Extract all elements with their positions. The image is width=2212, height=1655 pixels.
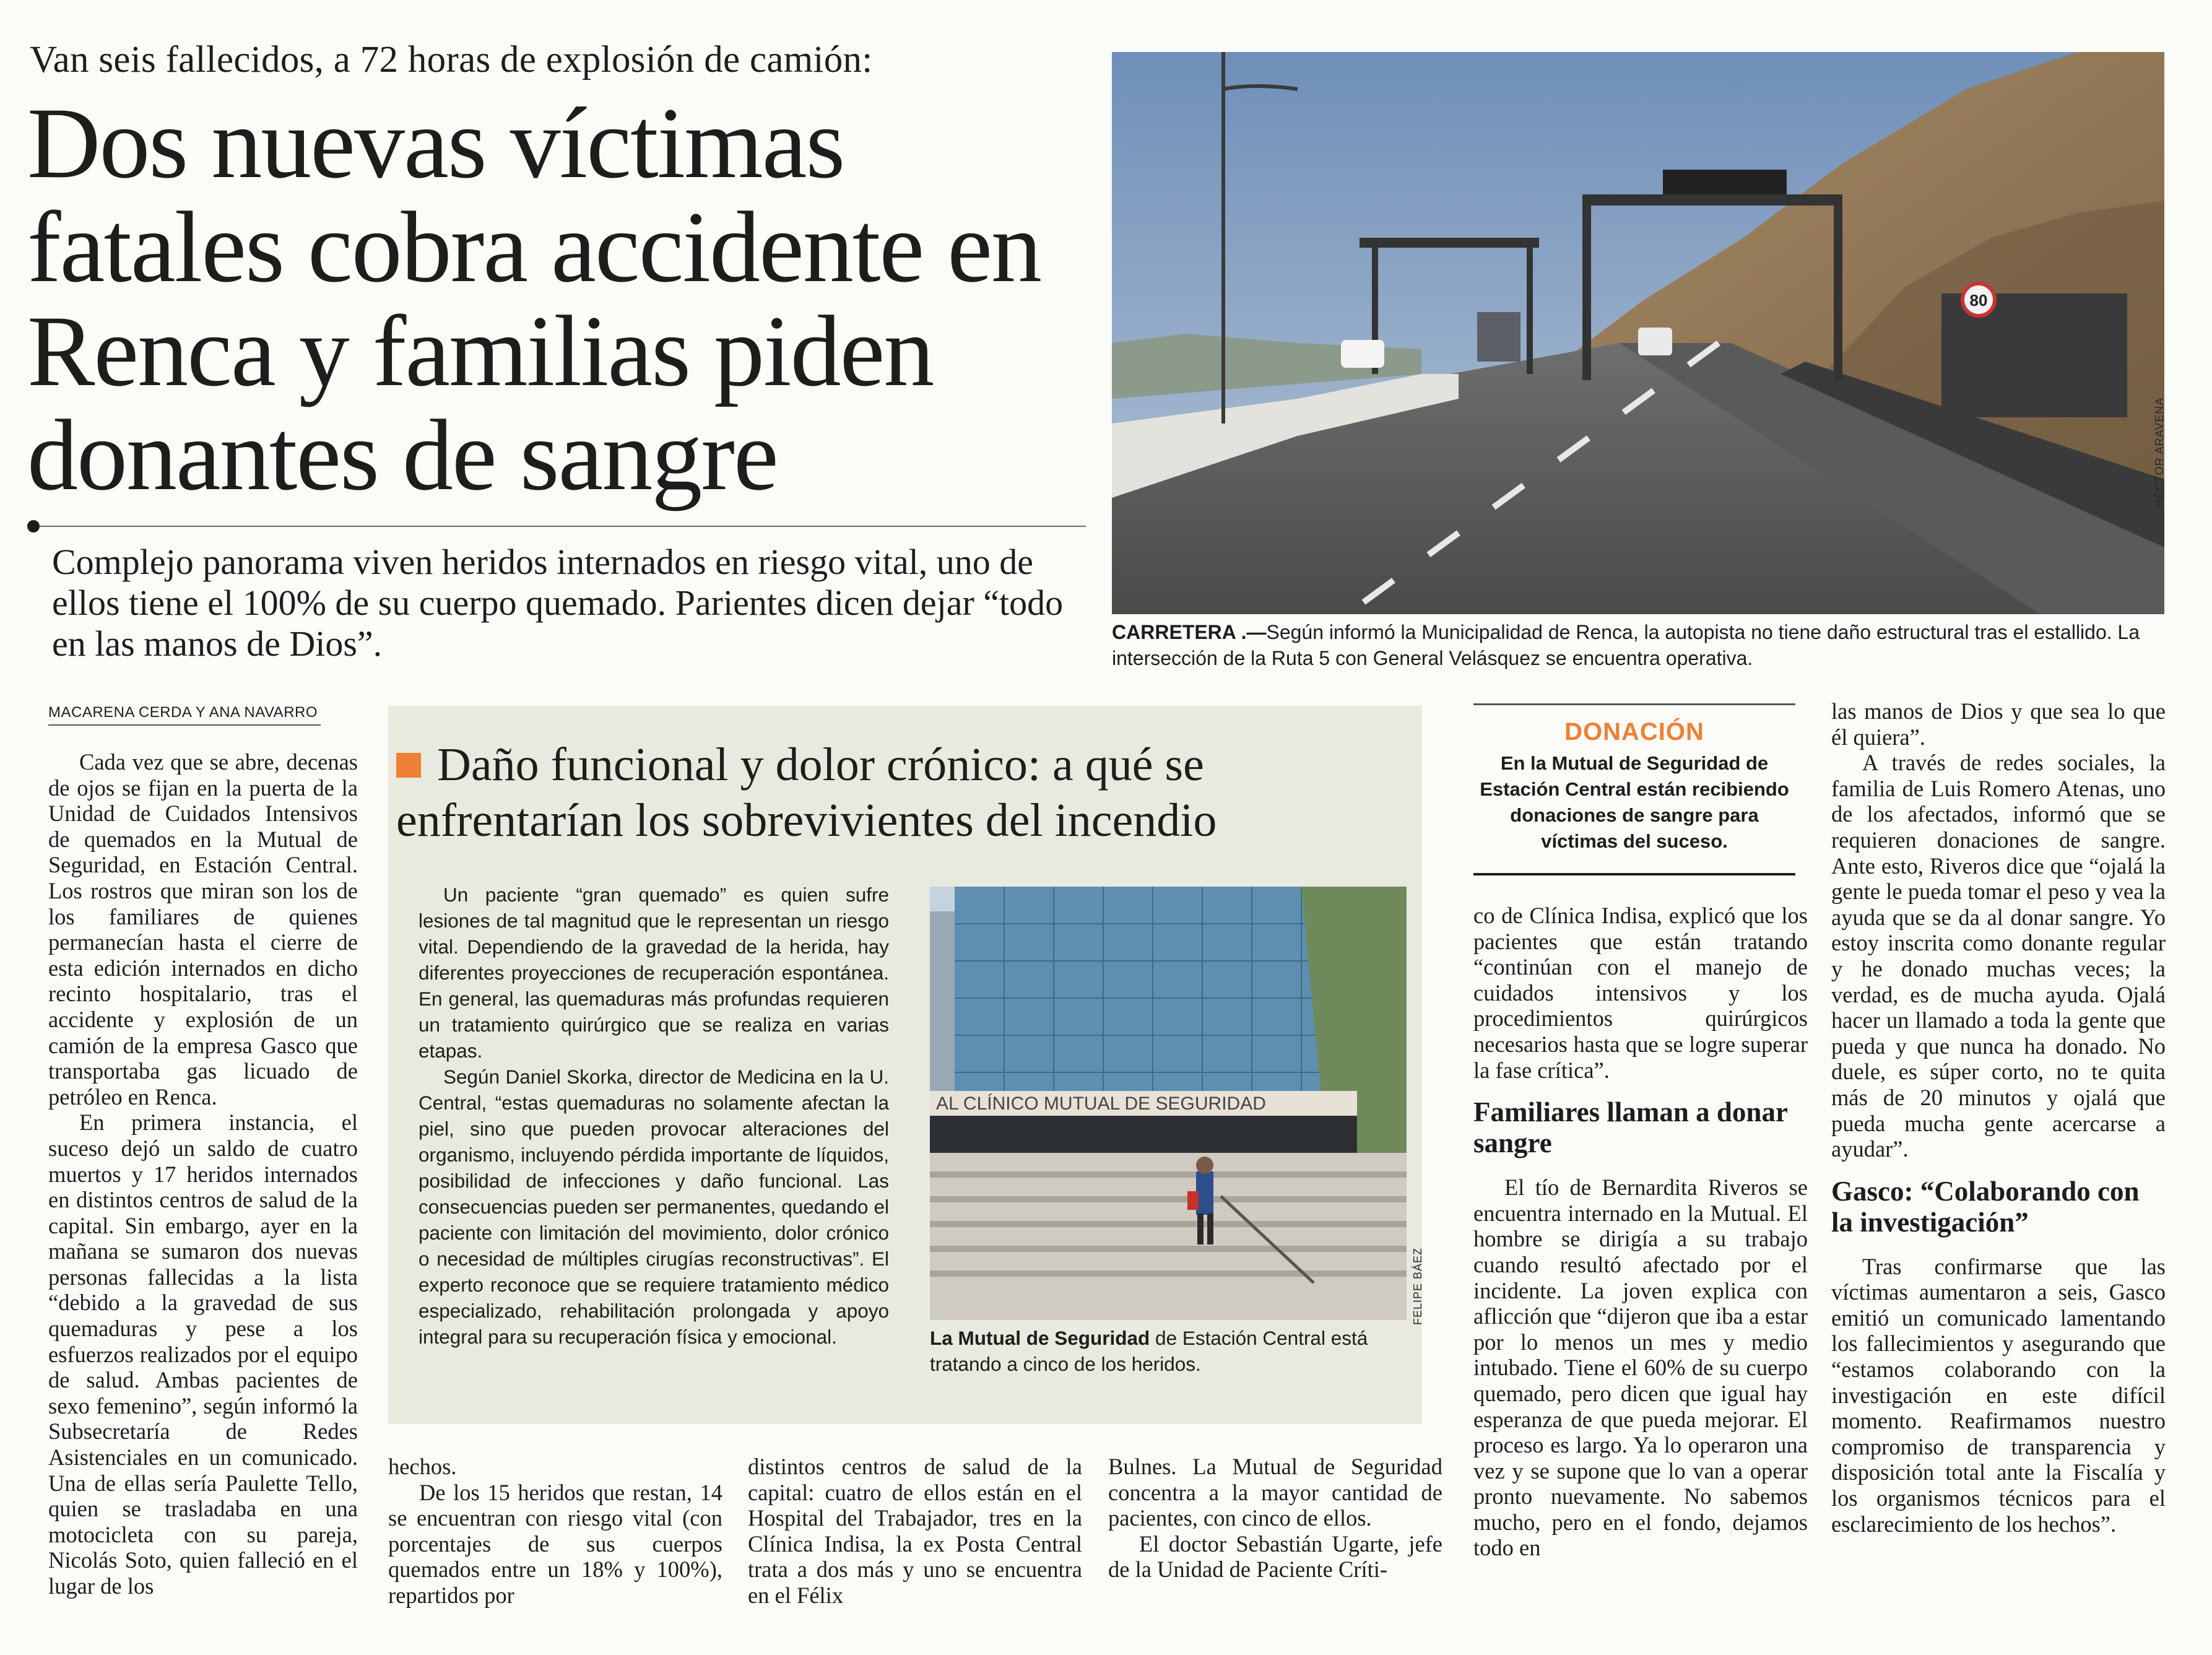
subheading: Familiares llaman a donar sangre — [1473, 1097, 1788, 1159]
sidebar-title-text: Daño funcional y dolor crónico: a qué se enfrentarían los sobrevivientes del incendio — [396, 739, 1217, 846]
building-sign: AL CLÍNICO MUTUAL DE SEGURIDAD — [936, 1093, 1266, 1114]
orange-square-icon — [396, 753, 421, 778]
sidebar-text — [419, 882, 889, 1350]
caption-label: CARRETERA .— — [1112, 621, 1267, 643]
article-column-3 — [748, 1454, 1082, 1609]
paragraph: El doctor Sebastián Ugarte, jefe de la Unidad de Paciente Críti- — [1108, 1531, 1442, 1583]
subheading: Gasco: “Colaborando con la investigación” — [1831, 1175, 2140, 1238]
highway-illustration — [1112, 52, 2164, 614]
highway-photo — [1112, 52, 2164, 614]
headline-line: Renca y familias piden — [27, 295, 934, 407]
paragraph: Un paciente “gran quemado” es quien sufre lesiones de tal magnitud que le representan un riesgo vital. Dependiendo de la gravedad de la herida, hay diferentes proyecciones de recuperación espontánea. En general, las quemaduras más profundas requieren un tratamiento quirúrgico que se realiza en varias etapas. — [419, 884, 889, 1062]
paragraph: Bulnes. La Mutual de Seguridad concentra a la mayor cantidad de pacientes, con cinco de ellos. — [1108, 1454, 1442, 1531]
sidebar-title — [396, 737, 1412, 848]
photo-credit: HÉCTOR ARAVENA — [2153, 397, 2166, 508]
article-column-6 — [1831, 698, 2166, 1537]
photo-credit: FELIPE BÁEZ — [1412, 1247, 1424, 1325]
paragraph: Tras confirmarse que las víctimas aumentaron a seis, Gasco emitió un comunicado lamentando los fallecimientos y asegurando que “estamos colaborando con la investigación en este difícil momento. Reafirmamos nuestro compromiso de transparencia y disposición total ante la Fiscalía y los organismos técnicos para el esclarecimiento de los hechos”. — [1831, 1253, 2166, 1537]
speed-sign-text: 80 — [1969, 291, 1988, 310]
clinic-photo-caption — [930, 1325, 1419, 1377]
paragraph: En primera instancia, el suceso dejó un saldo de cuatro muertos y 17 heridos internados en distintos centros de salud de la capital. Sin embargo, ayer en la mañana se sumaron dos nuevas personas fallecidas a la lista “debido a la gravedad de sus quemaduras y pese a los esfuerzos realizados por el equipo de salud. Ambas pacientes de sexo femenino”, según informó la Subsecretaría de Redes Asistenciales en un comunicado. Una de ellas sería Paulette Tello, quien se trasladaba en una motocicleta con su pareja, Nicolás Soto, quien falleció en el lugar de los — [48, 1110, 358, 1599]
headline-line: Dos nuevas víctimas — [27, 87, 844, 199]
clinic-photo — [930, 887, 1407, 1320]
paragraph: distintos centros de salud de la capital: cuatro de ellos están en el Hospital del Trabajador, tres en la Clínica Indisa, la ex Posta Central trata a dos más y uno se encuentra en el Félix — [748, 1454, 1082, 1608]
paragraph: co de Clínica Indisa, explicó que los pacientes que están tratando “continúan con el manejo de cuidados intensivos y los procedimientos quirúrgicos necesarios hasta que se logre superar la fase crítica”. — [1473, 903, 1808, 1083]
caption-text: Según informó la Municipalidad de Renca, la autopista no tiene daño estructural tras el estallido. La intersección de la Ruta 5 con General Velásquez se encuentra operativa. — [1112, 621, 2140, 669]
paragraph: Según Daniel Skorka, director de Medicina en la U. Central, “estas quemaduras no solamente afectan la piel, sino que pueden provocar alteraciones del organismo, incluyendo pérdida importante de líquidos, posibilidad de infecciones y daño funcional. Las consecuencias pueden ser permanentes, quedando el paciente con limitación del movimiento, dolor crónico o necesidad de múltiples cirugías reconstructivas”. El experto reconoce que se requiere tratamiento médico especializado, rehabilitación prolongada y apoyo integral para su recuperación física y emocional. — [419, 1066, 889, 1348]
article-column-2 — [388, 1454, 722, 1609]
article-column-1 — [48, 749, 358, 1599]
article-column-5 — [1473, 903, 1808, 1561]
paragraph: A través de redes sociales, la familia de Luis Romero Atenas, uno de los afectados, informó que se requieren donaciones de sangre. Ante esto, Riveros dice que “ojalá la gente le pueda tomar el peso y vea la ayuda que se da al donar sangre. Yo estoy inscrita como donante regular y he donado muchas veces; la verdad, es de mucha ayuda. Ojalá hacer un llamado a toda la gente que pueda y que nunca ha donado. No duele, es súper corto, no te quita más de 20 minutos y ojalá que pueda mucha gente acercarse a ayudar”. — [1831, 750, 2166, 1162]
main-photo-caption — [1112, 619, 2171, 671]
caption-bold: La Mutual de Seguridad — [930, 1327, 1150, 1349]
deck: Complejo panorama viven heridos internados en riesgo vital, uno de ellos tiene el 100% de su cuerpo quemado. Parientes dicen dejar “todo en las manos de Dios”. — [52, 542, 1064, 664]
kicker: Van seis fallecidos, a 72 horas de explosión de camión: — [30, 39, 873, 80]
paragraph: De los 15 heridos que restan, 14 se encuentran con riesgo vital (con porcentajes de sus cuerpos quemados entre un 18% y 100%), repartidos por — [388, 1479, 722, 1608]
donation-title: DONACIÓN — [1564, 718, 1704, 745]
donation-top-rule — [1473, 703, 1795, 705]
caption-rest: de Estación Central está tratando a cinco de los heridos. — [930, 1327, 1368, 1375]
article-column-4 — [1108, 1454, 1442, 1583]
headline-line: fatales cobra accidente en — [27, 191, 1041, 303]
clinic-illustration — [930, 887, 1407, 1320]
donation-text: En la Mutual de Seguridad de Estación Central están recibiendo donaciones de sangre para víctimas del suceso. — [1480, 752, 1789, 852]
headline — [27, 87, 1080, 511]
paragraph: Cada vez que se abre, decenas de ojos se fijan en la puerta de la Unidad de Cuidados Intensivos de quemados en la Mutual de Seguridad, en Estación Central. Los rostros que miran son los de los familiares de quienes permanecían hasta el cierre de esta edición internados en dicho recinto hospitalario, tras el accidente y explosión de un camión de la empresa Gasco que transportaba gas licuado de petróleo en Renca. — [48, 749, 358, 1110]
headline-line: donantes de sangre — [27, 399, 778, 511]
paragraph: El tío de Bernardita Riveros se encuentra internado en la Mutual. El hombre se dirigía a su trabajo cuando resultó afectado por el incidente. La joven explica con aflicción que “dijeron que iba a estar por lo menos un mes y medio intubado. Tiene el 60% de su cuerpo quemado, pero dicen que igual hay esperanza de que pueda mejorar. El proceso es largo. Ya lo operaron una vez y se supone que lo van a operar pronto nuevamente. No sabemos mucho, pero en el fondo, dejamos todo en — [1473, 1175, 1808, 1561]
byline: MACARENA CERDA Y ANA NAVARRO — [48, 704, 318, 721]
byline-rule — [48, 724, 321, 726]
donation-bottom-rule — [1473, 873, 1795, 875]
paragraph: hechos. — [388, 1454, 457, 1479]
deck-divider — [27, 525, 1086, 528]
paragraph: las manos de Dios y que sea lo que él quiera”. — [1831, 698, 2166, 750]
